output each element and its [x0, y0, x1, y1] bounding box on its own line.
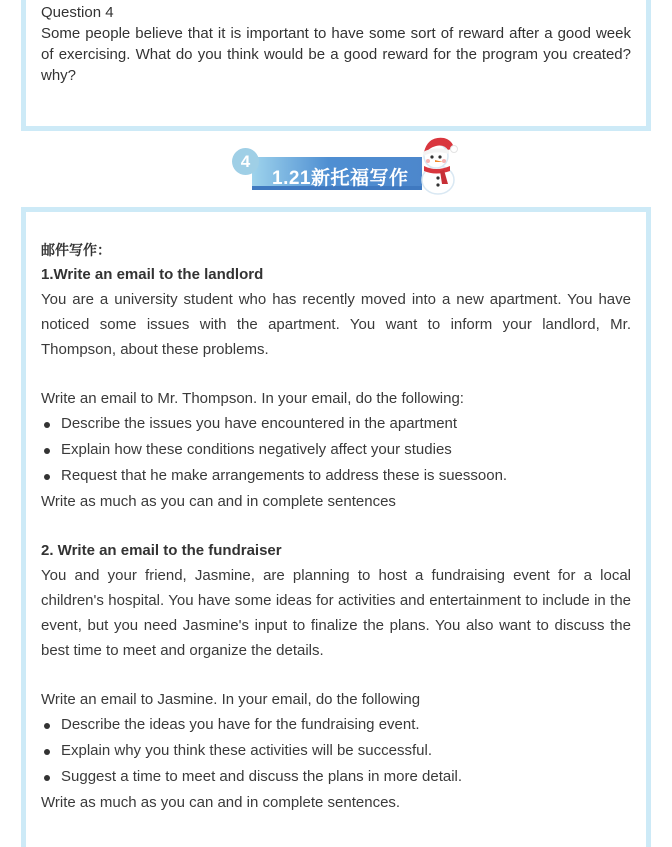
task2-bullet-list: [41, 712, 631, 790]
task1-closing: Write as much as you can and in complete sentences: [41, 493, 396, 510]
list-item-text: Describe the ideas you have for the fundraising event.: [61, 716, 420, 733]
list-item: [41, 411, 631, 437]
bullet-icon: [44, 474, 50, 480]
list-item: [41, 437, 631, 463]
task2-closing: Write as much as you can and in complete sentences.: [41, 794, 401, 811]
section-number-badge: 4: [232, 148, 259, 175]
task2-intro: You and your friend, Jasmine, are planning to host a fundraising event for a local children's hospital. You have some ideas for activities and entertainment to include in the event, but you need Jasmine's input to finalize the plans. You also want to discuss the best time to meet and organize the details.: [41, 567, 631, 659]
list-item-text: Explain how these conditions negatively affect your studies: [61, 441, 452, 458]
list-item: [41, 738, 631, 764]
email-writing-card: [21, 207, 651, 847]
bullet-icon: [44, 775, 50, 781]
bullet-icon: [44, 723, 50, 729]
spacer: [41, 663, 631, 687]
task1-title: 1.Write an email to the landlord: [41, 266, 264, 283]
list-item-text: Describe the issues you have encountered in the apartment: [61, 415, 458, 432]
list-item: [41, 712, 631, 738]
task1-instruction: Write an email to Mr. Thompson. In your email, do the following:: [41, 390, 464, 407]
spacer: [41, 362, 631, 386]
task1-bullet-list: [41, 411, 631, 489]
spacer: [41, 514, 631, 538]
section-title: 1.21新托福写作: [272, 168, 409, 189]
list-item-text: Suggest a time to meet and discuss the plans in more detail.: [61, 768, 463, 785]
list-item: [41, 764, 631, 790]
task2-instruction: Write an email to Jasmine. In your email, do the following: [41, 691, 421, 708]
list-item-text: Explain why you think these activities will be successful.: [61, 742, 433, 759]
bullet-icon: [44, 422, 50, 428]
email-writing-heading: 邮件写作：: [41, 242, 111, 258]
question-card: [21, 0, 651, 131]
task1-intro: You are a university student who has recently moved into a new apartment. You have noticed some issues with the apartment. You want to inform your landlord, Mr. Thompson, about these problems.: [41, 291, 631, 358]
list-item-text: Request that he make arrangements to address these is suessoon.: [61, 467, 508, 484]
section-header: [230, 130, 470, 200]
list-item: [41, 463, 631, 489]
task2-title: 2. Write an email to the fundraiser: [41, 542, 282, 559]
bullet-icon: [44, 749, 50, 755]
bullet-icon: [44, 448, 50, 454]
question-title: Question 4: [41, 4, 114, 21]
question-body: Some people believe that it is important to have some sort of reward after a good week of exercising. What do you think would be a good reward for the program you created? why?: [41, 25, 631, 84]
snowman-icon: [414, 130, 460, 196]
